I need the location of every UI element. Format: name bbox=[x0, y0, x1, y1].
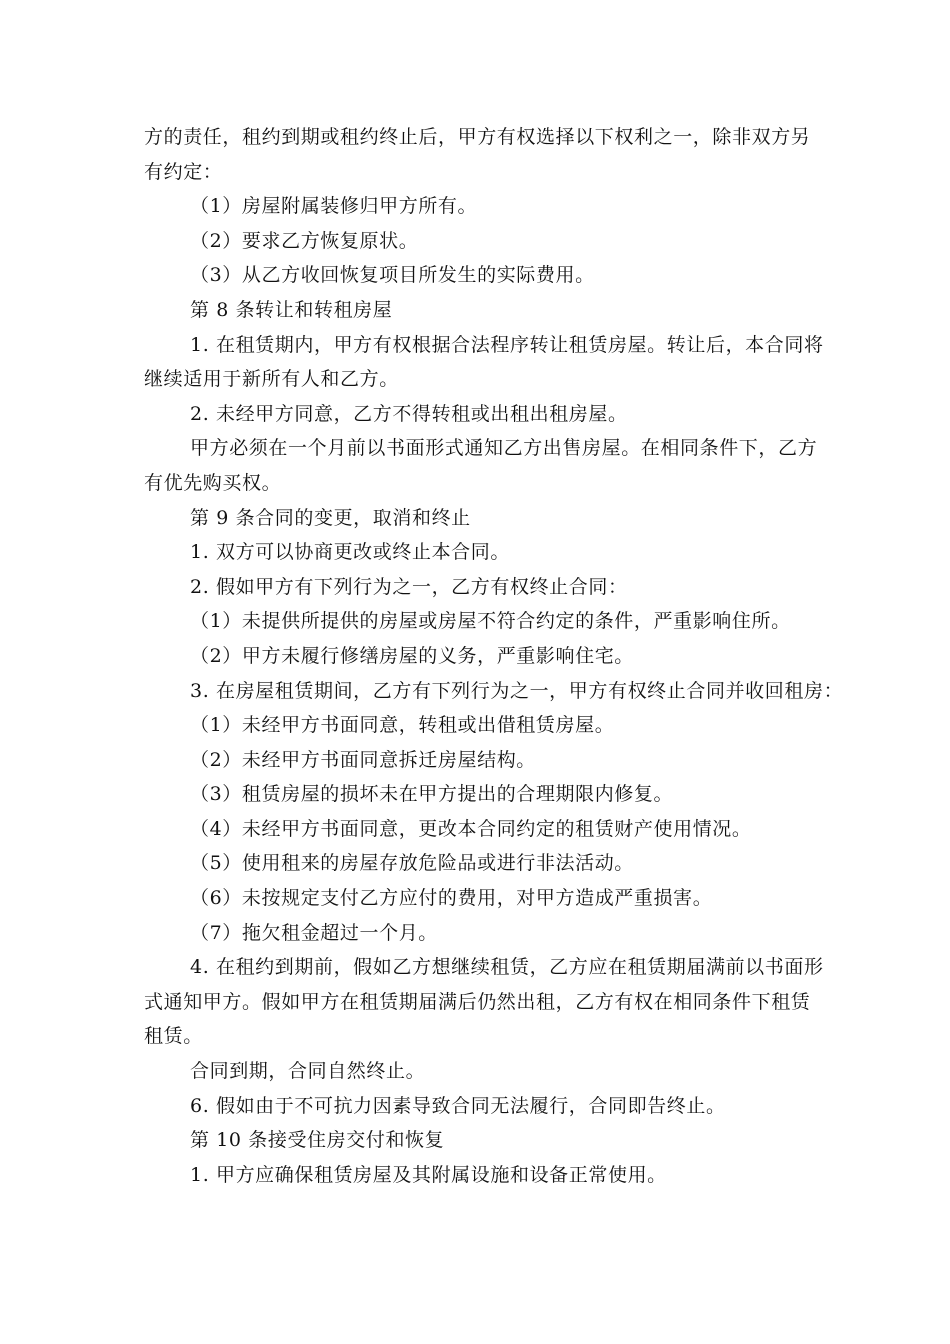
section-heading-article-10: 第 10 条接受住房交付和恢复 bbox=[190, 1129, 445, 1152]
text-line: 租赁。 bbox=[144, 1025, 203, 1048]
text-line: 有约定： bbox=[144, 160, 223, 183]
section-heading-article-8: 第 8 条转让和转租房屋 bbox=[190, 298, 393, 321]
text-line: 1. 甲方应确保租赁房屋及其附属设施和设备正常使用。 bbox=[190, 1163, 667, 1186]
list-item: （3）从乙方收回恢复项目所发生的实际费用。 bbox=[190, 264, 595, 287]
text-line: 1. 在租赁期内，甲方有权根据合法程序转让租赁房屋。转让后，本合同将 bbox=[190, 333, 824, 356]
text-line: 甲方必须在一个月前以书面形式通知乙方出售房屋。在相同条件下，乙方 bbox=[190, 437, 818, 460]
list-item: （5）使用租来的房屋存放危险品或进行非法活动。 bbox=[190, 852, 634, 875]
text-line: 2. 未经甲方同意，乙方不得转租或出租出租房屋。 bbox=[190, 402, 628, 425]
text-line: 合同到期，合同自然终止。 bbox=[190, 1060, 426, 1083]
list-item: （7）拖欠租金超过一个月。 bbox=[190, 921, 438, 944]
text-line: 3. 在房屋租赁期间，乙方有下列行为之一，甲方有权终止合同并收回租房： bbox=[190, 679, 844, 702]
text-line: 式通知甲方。假如甲方在租赁期届满后仍然出租，乙方有权在相同条件下租赁 bbox=[144, 990, 811, 1013]
text-line: 继续适用于新所有人和乙方。 bbox=[144, 368, 399, 391]
text-line: 有优先购买权。 bbox=[144, 471, 282, 494]
list-item: （1）房屋附属装修归甲方所有。 bbox=[190, 195, 478, 218]
text-line: 1. 双方可以协商更改或终止本合同。 bbox=[190, 541, 510, 564]
text-line: 方的责任，租约到期或租约终止后，甲方有权选择以下权利之一，除非双方另 bbox=[144, 126, 811, 148]
list-item: （2）要求乙方恢复原状。 bbox=[190, 229, 419, 252]
text-line: 4. 在租约到期前，假如乙方想继续租赁，乙方应在租赁期届满前以书面形 bbox=[190, 956, 824, 979]
section-heading-article-9: 第 9 条合同的变更，取消和终止 bbox=[190, 506, 471, 529]
list-item: （1）未经甲方书面同意，转租或出借租赁房屋。 bbox=[190, 714, 615, 737]
list-item: （1）未提供所提供的房屋或房屋不符合约定的条件，严重影响住所。 bbox=[190, 610, 791, 633]
list-item: （4）未经甲方书面同意，更改本合同约定的租赁财产使用情况。 bbox=[190, 817, 752, 840]
list-item: （2）未经甲方书面同意拆迁房屋结构。 bbox=[190, 748, 536, 771]
list-item: （2）甲方未履行修缮房屋的义务，严重影响住宅。 bbox=[190, 644, 634, 667]
text-line: 2. 假如甲方有下列行为之一，乙方有权终止合同： bbox=[190, 575, 628, 598]
list-item: （3）租赁房屋的损坏未在甲方提出的合理期限内修复。 bbox=[190, 783, 674, 806]
text-line: 6. 假如由于不可抗力因素导致合同无法履行，合同即告终止。 bbox=[190, 1094, 726, 1117]
document-body bbox=[144, 120, 844, 1192]
list-item: （6）未按规定支付乙方应付的费用，对甲方造成严重损害。 bbox=[190, 887, 713, 910]
